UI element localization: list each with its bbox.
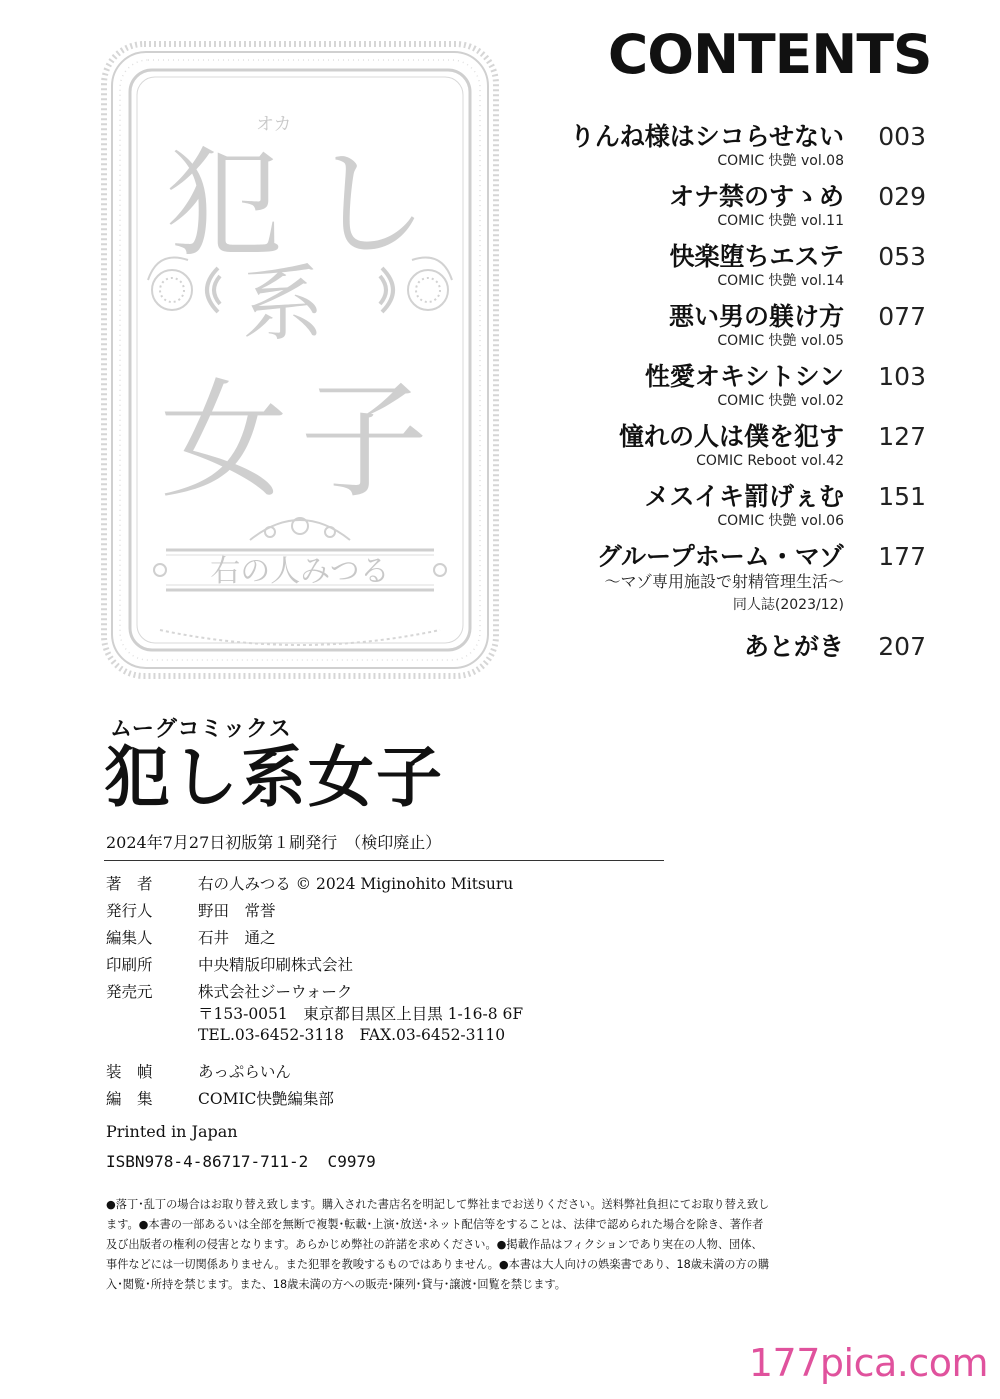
toc-source: 同人誌(2023/12): [732, 597, 844, 613]
toc-entry: [506, 482, 926, 542]
toc-source: COMIC Reboot vol.42: [696, 453, 844, 469]
toc-entry: [506, 302, 926, 362]
logo-char-4: 女: [160, 367, 289, 516]
toc-source: COMIC 快艶 vol.11: [717, 213, 844, 229]
publication-date: 2024年7月27日初版第１刷発行 （検印廃止）: [106, 833, 442, 852]
table-of-contents: [506, 122, 926, 692]
credit-value: 石井 通之: [198, 929, 276, 947]
toc-entry: [506, 542, 926, 632]
toc-entry: [506, 242, 926, 302]
credit-value: 右の人みつる © 2024 Miginohito Mitsuru: [198, 875, 514, 893]
legal-notice: ●落丁･乱丁の場合はお取り替え致します。購入された書店名を明記して弊社までお送りください。送料弊社負担にてお取り替え致します。●本書の一部あるいは全部を無断で複製･転載･上演･放送･ネット配信等をすることは、法律で認められた場合を除き、著作者及び出版者の権利の侵害となります。あらかじめ弊社の許諾を求めください。●掲載作品はフィクションであり実在の人物、団体、事件などには一切関係ありません。また犯罪を教唆するものではありません。●本書は大人向けの娯楽書であり、18歳未満の方の購入･閲覧･所持を禁じます。また、18歳未満の方への販売･陳列･貸与･譲渡･回覧を禁じます。: [106, 1198, 770, 1291]
toc-page-number: 151: [878, 482, 926, 511]
publisher-phone: TEL.03-6452-3118 FAX.03-6452-3110: [198, 1026, 506, 1044]
divider: [104, 860, 664, 861]
logo-char-3: 系: [242, 257, 325, 352]
toc-title: りんね様はシコらせない: [569, 122, 844, 151]
logo-author: 右の人みつる: [210, 554, 390, 589]
imprint-label: ムーグコミックス: [110, 717, 292, 742]
credit-editorial: [106, 1087, 334, 1109]
toc-source: COMIC 快艶 vol.02: [717, 393, 844, 409]
credit-label: 編 集: [106, 1090, 153, 1108]
toc-entry: [506, 632, 926, 692]
toc-entry: [506, 122, 926, 182]
credit-label: 装 幀: [106, 1063, 153, 1081]
credit-value: COMIC快艶編集部: [198, 1090, 334, 1108]
credit-label: 発売元: [106, 983, 153, 1001]
toc-title: メスイキ罰げぇむ: [644, 482, 844, 511]
credit-value: あっぷらいん: [198, 1063, 291, 1081]
credit-label: 発行人: [106, 902, 153, 920]
toc-page-number: 127: [878, 422, 926, 451]
logo-frame: [100, 40, 500, 680]
credit-label: 印刷所: [106, 956, 153, 974]
toc-source: COMIC 快艶 vol.06: [717, 513, 844, 529]
toc-entry: [506, 182, 926, 242]
toc-page-number: 003: [878, 122, 926, 151]
logo-char-1: 犯: [165, 135, 284, 273]
credit-distributor: [106, 980, 352, 1002]
credit-design: [106, 1060, 291, 1082]
credit-label: 編集人: [106, 929, 153, 947]
toc-page-number: 103: [878, 362, 926, 391]
credit-value: 株式会社ジーウォーク: [198, 983, 353, 1001]
credit-value: 中央精版印刷株式会社: [198, 956, 354, 974]
toc-title: あとがき: [743, 632, 844, 661]
credit-publisher: [106, 899, 276, 921]
site-watermark: 177pica.com: [748, 1341, 988, 1385]
isbn: ISBN978-4-86717-711-2 C9979: [106, 1152, 376, 1171]
book-title: 犯し系女子: [104, 739, 444, 816]
toc-subtitle: ～マゾ専用施設で射精管理生活～: [604, 572, 844, 591]
logo-char-2: し: [310, 135, 429, 273]
toc-page-number: 029: [878, 182, 926, 211]
publisher-address: 〒153-0051 東京都目黒区上目黒 1-16-8 6F: [198, 1005, 524, 1023]
toc-entry: [506, 362, 926, 422]
contents-heading: CONTENTS: [607, 23, 932, 86]
toc-page-number: 177: [878, 542, 926, 571]
toc-title: オナ禁のすゝめ: [668, 182, 844, 211]
toc-source: COMIC 快艶 vol.05: [717, 333, 844, 349]
toc-title: 悪い男の躾け方: [668, 302, 844, 331]
toc-title: 憧れの人は僕を犯す: [618, 422, 844, 451]
toc-source: COMIC 快艶 vol.14: [717, 273, 844, 289]
toc-source: COMIC 快艶 vol.08: [717, 153, 844, 169]
printed-in: Printed in Japan: [106, 1122, 238, 1141]
toc-title: グループホーム・マゾ: [596, 542, 844, 571]
toc-page-number: 207: [878, 632, 926, 661]
toc-title: 快楽堕ちエステ: [669, 242, 844, 271]
toc-title: 性愛オキシトシン: [644, 362, 844, 391]
logo-char-5: 子: [300, 367, 429, 516]
credit-author: [106, 872, 513, 894]
credit-value: 野田 常誉: [198, 902, 276, 920]
toc-page-number: 077: [878, 302, 926, 331]
logo-ruby: オカ: [256, 114, 292, 135]
toc-page-number: 053: [878, 242, 926, 271]
credit-printer: [106, 953, 353, 975]
toc-entry: [506, 422, 926, 482]
credit-editor: [106, 926, 276, 948]
credit-label: 著 者: [106, 875, 153, 893]
title-logo: [100, 40, 500, 680]
